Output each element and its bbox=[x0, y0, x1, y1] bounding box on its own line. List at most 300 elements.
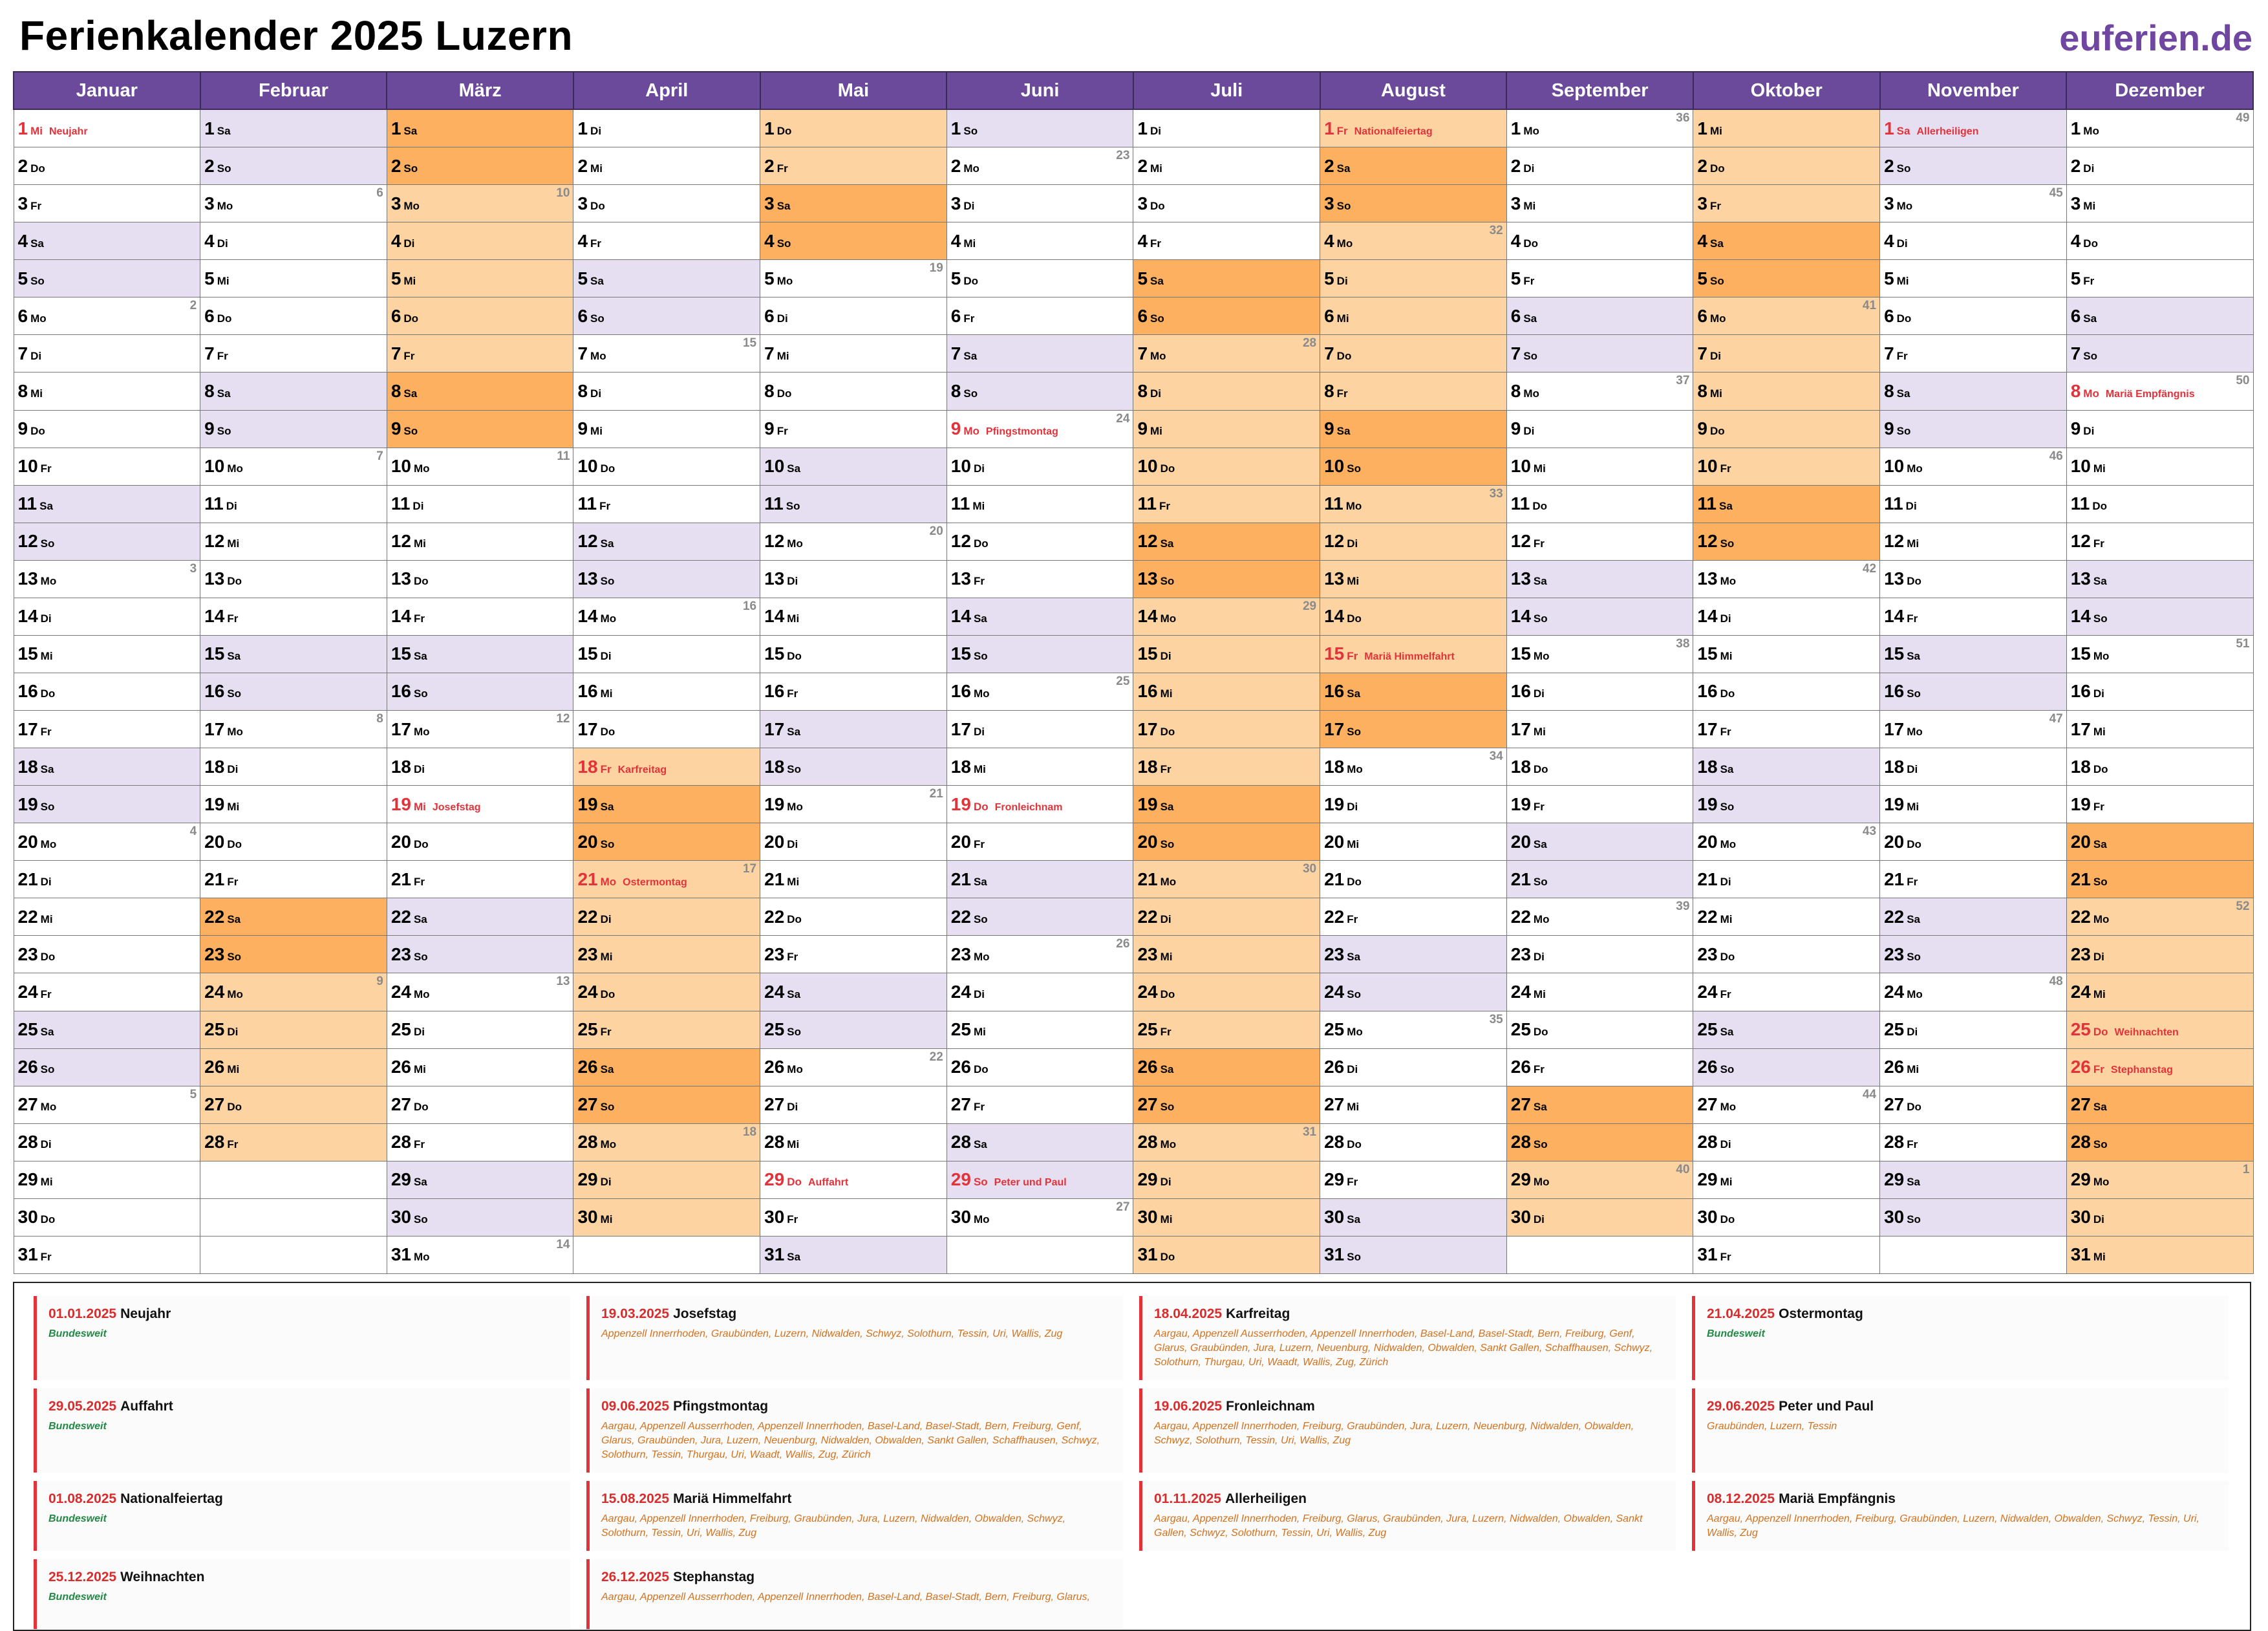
day-number: 21 bbox=[390, 869, 411, 889]
day-number: 22 bbox=[17, 906, 38, 927]
day-cell bbox=[14, 711, 200, 748]
day-cell bbox=[947, 297, 1133, 335]
day-number: 23 bbox=[1510, 944, 1531, 964]
holiday-regions: Bundesweit bbox=[48, 1328, 107, 1339]
day-cell bbox=[1506, 260, 1693, 297]
day-cell bbox=[1506, 898, 1693, 936]
day-number: 23 bbox=[764, 944, 785, 964]
day-cell bbox=[1320, 335, 1507, 373]
day-number: 5 bbox=[1324, 268, 1334, 288]
weekday-label: Mo bbox=[1533, 913, 1550, 925]
weekday-label: Mi bbox=[30, 387, 43, 400]
day-cell bbox=[1133, 786, 1320, 823]
day-row bbox=[14, 1198, 2253, 1236]
day-cell bbox=[1320, 1011, 1507, 1048]
day-number: 1 bbox=[577, 118, 588, 138]
day-number: 19 bbox=[1884, 794, 1905, 814]
day-number: 30 bbox=[390, 1207, 411, 1227]
day-cell bbox=[2066, 1011, 2253, 1048]
day-number: 20 bbox=[17, 831, 38, 852]
weekday-label: So bbox=[1160, 837, 1175, 850]
weekday-label: Sa bbox=[600, 800, 614, 813]
day-cell bbox=[1506, 297, 1693, 335]
weekday-label: Mi bbox=[787, 1138, 800, 1151]
day-number: 14 bbox=[204, 606, 225, 627]
day-cell bbox=[2066, 786, 2253, 823]
day-cell bbox=[200, 373, 387, 410]
day-number: 21 bbox=[1697, 869, 1718, 889]
day-cell bbox=[760, 1198, 947, 1236]
weekday-label: Sa bbox=[600, 537, 614, 550]
day-number: 22 bbox=[950, 906, 971, 927]
weekday-label: Mo bbox=[600, 875, 617, 888]
weekday-label: So bbox=[227, 687, 242, 700]
day-number: 20 bbox=[1137, 831, 1158, 852]
weekday-label: Fr bbox=[600, 1026, 612, 1039]
day-number: 16 bbox=[1137, 681, 1158, 702]
day-number: 17 bbox=[1697, 718, 1718, 739]
day-number: 14 bbox=[950, 606, 971, 627]
day-number: 20 bbox=[1884, 831, 1905, 852]
day-number: 24 bbox=[17, 981, 38, 1002]
weekday-label: Do bbox=[600, 725, 615, 738]
day-cell bbox=[1133, 898, 1320, 936]
day-number: 8 bbox=[577, 380, 588, 401]
day-row bbox=[14, 973, 2253, 1011]
day-number: 8 bbox=[17, 380, 28, 401]
day-cell bbox=[200, 673, 387, 710]
day-cell bbox=[1693, 598, 1880, 635]
weekday-label: Sa bbox=[413, 1176, 427, 1189]
weekday-label: Di bbox=[600, 650, 612, 663]
day-cell bbox=[14, 1086, 200, 1123]
weekday-label: Do bbox=[1709, 425, 1725, 438]
holiday-legend-item bbox=[1139, 1388, 1676, 1473]
weekday-label: Fr bbox=[40, 462, 52, 475]
week-number: 19 bbox=[929, 261, 943, 275]
day-number: 28 bbox=[1697, 1132, 1718, 1152]
day-cell bbox=[387, 109, 573, 147]
weekday-label: Do bbox=[1347, 875, 1362, 888]
day-number: 7 bbox=[17, 343, 28, 363]
day-number: 18 bbox=[577, 756, 598, 777]
day-number: 1 bbox=[1510, 118, 1521, 138]
day-number: 5 bbox=[1510, 268, 1521, 288]
day-number: 26 bbox=[1510, 1057, 1531, 1077]
day-row bbox=[14, 297, 2253, 335]
weekday-label: So bbox=[1533, 1138, 1548, 1151]
brand-logo-text[interactable]: euferien.de bbox=[2059, 17, 2252, 58]
holiday-regions: Aargau, Appenzell Innerrhoden, Freiburg, Graubünden, Jura, Luzern, Nidwalden, Obwalden, Schwyz, Solothurn, Tessin, Uri, Wallis, Zug bbox=[601, 1513, 1066, 1539]
day-number: 12 bbox=[950, 531, 971, 552]
weekday-label: Do bbox=[787, 913, 802, 925]
day-row bbox=[14, 1011, 2253, 1048]
holiday-date: 19.06.2025 bbox=[1154, 1399, 1223, 1414]
day-cell bbox=[1133, 1048, 1320, 1086]
weekday-label: Di bbox=[1720, 612, 1731, 625]
day-cell bbox=[2066, 1086, 2253, 1123]
weekday-label: Mo bbox=[2093, 913, 2110, 925]
day-cell bbox=[1320, 260, 1507, 297]
day-number: 6 bbox=[1137, 305, 1148, 326]
day-number: 27 bbox=[17, 1094, 38, 1115]
weekday-label: Mo bbox=[413, 1251, 430, 1264]
month-header: August bbox=[1320, 72, 1507, 109]
day-number: 27 bbox=[950, 1094, 971, 1115]
weekday-label: So bbox=[1336, 199, 1351, 212]
day-cell bbox=[760, 1123, 947, 1161]
weekday-label: So bbox=[1160, 575, 1175, 588]
holiday-title: Nationalfeiertag bbox=[120, 1491, 223, 1506]
weekday-label: So bbox=[776, 237, 791, 250]
day-number: 6 bbox=[764, 305, 775, 326]
day-number: 31 bbox=[1137, 1244, 1158, 1265]
day-number: 30 bbox=[950, 1207, 971, 1227]
holiday-regions: Bundesweit bbox=[48, 1592, 107, 1603]
day-cell bbox=[760, 861, 947, 898]
week-number: 25 bbox=[1116, 674, 1130, 688]
day-cell bbox=[2066, 410, 2253, 448]
day-cell bbox=[760, 748, 947, 786]
weekday-label: Sa bbox=[600, 1063, 614, 1076]
day-cell bbox=[1320, 598, 1507, 635]
weekday-label: Do bbox=[1347, 1138, 1362, 1151]
day-number: 11 bbox=[204, 493, 224, 514]
holiday-date: 29.06.2025 bbox=[1707, 1399, 1775, 1414]
weekday-label: Mi bbox=[973, 762, 986, 775]
day-cell bbox=[573, 147, 760, 185]
weekday-label: Di bbox=[30, 349, 42, 362]
day-number: 8 bbox=[1697, 380, 1707, 401]
day-cell bbox=[200, 1048, 387, 1086]
day-cell bbox=[1133, 1161, 1320, 1198]
weekday-label: Mo bbox=[1160, 875, 1177, 888]
day-number: 28 bbox=[2070, 1132, 2091, 1152]
day-cell bbox=[1693, 898, 1880, 936]
day-number: 3 bbox=[1137, 193, 1148, 213]
day-number: 26 bbox=[1884, 1057, 1905, 1077]
month-header: Februar bbox=[200, 72, 387, 109]
day-number: 11 bbox=[577, 493, 597, 514]
day-cell bbox=[573, 973, 760, 1011]
week-number: 4 bbox=[189, 825, 197, 839]
weekday-label: Sa bbox=[227, 913, 241, 925]
day-number: 22 bbox=[1697, 906, 1718, 927]
day-number: 6 bbox=[2070, 305, 2081, 326]
day-cell bbox=[14, 222, 200, 260]
day-number: 19 bbox=[1510, 794, 1531, 814]
empty-cell bbox=[200, 1161, 387, 1198]
day-cell bbox=[1320, 936, 1507, 973]
day-cell bbox=[14, 823, 200, 861]
day-number: 21 bbox=[1137, 869, 1158, 889]
day-cell bbox=[1320, 861, 1507, 898]
day-cell bbox=[760, 185, 947, 222]
weekday-label: So bbox=[1347, 1251, 1361, 1264]
day-number: 12 bbox=[577, 531, 598, 552]
day-number: 6 bbox=[950, 305, 961, 326]
day-cell bbox=[200, 335, 387, 373]
weekday-label: Di bbox=[413, 762, 425, 775]
day-number: 10 bbox=[1697, 456, 1718, 477]
weekday-label: Sa bbox=[1347, 950, 1361, 963]
day-number: 25 bbox=[1324, 1019, 1345, 1040]
weekday-label: Do bbox=[1160, 988, 1175, 1000]
day-cell bbox=[1880, 485, 2067, 523]
day-cell bbox=[200, 410, 387, 448]
day-number: 21 bbox=[204, 869, 225, 889]
day-cell bbox=[1506, 748, 1693, 786]
day-cell bbox=[1133, 222, 1320, 260]
day-cell bbox=[1693, 786, 1880, 823]
day-cell bbox=[1693, 823, 1880, 861]
weekday-label: Fr bbox=[227, 1138, 239, 1151]
weekday-label: Do bbox=[1160, 1251, 1175, 1264]
weekday-label: Mo bbox=[600, 1138, 617, 1151]
day-number: 16 bbox=[1510, 681, 1531, 702]
day-row bbox=[14, 1161, 2253, 1198]
day-number: 27 bbox=[2070, 1094, 2091, 1115]
day-number: 11 bbox=[1510, 493, 1530, 514]
weekday-label: Mi bbox=[227, 537, 240, 550]
day-cell bbox=[14, 1048, 200, 1086]
day-cell bbox=[1880, 410, 2067, 448]
day-cell bbox=[1880, 335, 2067, 373]
weekday-label: Mo bbox=[1720, 837, 1737, 850]
weekday-label: Di bbox=[40, 875, 52, 888]
weekday-label: Mo bbox=[413, 988, 430, 1000]
day-number: 7 bbox=[1137, 343, 1148, 363]
holiday-title: Josefstag bbox=[673, 1306, 737, 1321]
weekday-label: Fr bbox=[1720, 725, 1731, 738]
weekday-label: Di bbox=[2093, 950, 2104, 963]
day-cell bbox=[1320, 448, 1507, 485]
weekday-label: Mi bbox=[2093, 462, 2106, 475]
day-cell bbox=[1693, 973, 1880, 1011]
day-number: 7 bbox=[577, 343, 588, 363]
holiday-date: 09.06.2025 bbox=[601, 1399, 670, 1414]
day-number: 4 bbox=[764, 230, 775, 251]
day-cell bbox=[1880, 861, 2067, 898]
weekday-label: Fr bbox=[1347, 1176, 1358, 1189]
holiday-regions: Graubünden, Luzern, Tessin bbox=[1707, 1421, 1837, 1432]
day-cell bbox=[760, 898, 947, 936]
holiday-name: Fronleichnam bbox=[994, 801, 1063, 813]
day-cell bbox=[2066, 297, 2253, 335]
week-number: 5 bbox=[189, 1087, 197, 1101]
weekday-label: So bbox=[40, 1063, 55, 1076]
day-number: 27 bbox=[577, 1094, 598, 1115]
weekday-label: Sa bbox=[787, 725, 801, 738]
weekday-label: Mo bbox=[1347, 762, 1363, 775]
day-cell bbox=[760, 523, 947, 560]
weekday-label: Sa bbox=[1533, 575, 1547, 588]
day-row bbox=[14, 523, 2253, 560]
weekday-label: So bbox=[590, 312, 604, 325]
weekday-label: Mi bbox=[1533, 725, 1546, 738]
day-cell bbox=[1320, 1123, 1507, 1161]
day-number: 31 bbox=[17, 1244, 38, 1265]
day-row bbox=[14, 1236, 2253, 1273]
day-cell bbox=[1880, 523, 2067, 560]
day-cell bbox=[387, 1086, 573, 1123]
day-cell bbox=[947, 523, 1133, 560]
day-number: 21 bbox=[950, 869, 971, 889]
weekday-label: Mi bbox=[2093, 1251, 2106, 1264]
weekday-label: So bbox=[1907, 687, 1921, 700]
day-cell bbox=[947, 109, 1133, 147]
day-number: 15 bbox=[2070, 643, 2091, 664]
weekday-label: Sa bbox=[1896, 387, 1910, 400]
day-number: 30 bbox=[1324, 1207, 1345, 1227]
week-number: 15 bbox=[742, 336, 757, 351]
day-cell bbox=[573, 185, 760, 222]
weekday-label: Mo bbox=[787, 1063, 803, 1076]
day-row bbox=[14, 711, 2253, 748]
weekday-label: Di bbox=[1720, 875, 1731, 888]
day-cell bbox=[760, 1086, 947, 1123]
weekday-label: Sa bbox=[1523, 312, 1537, 325]
weekday-label: So bbox=[1160, 1101, 1175, 1114]
week-number: 40 bbox=[1676, 1162, 1690, 1176]
day-cell bbox=[200, 109, 387, 147]
day-cell bbox=[573, 1198, 760, 1236]
weekday-label: Do bbox=[1709, 162, 1725, 175]
weekday-label: Sa bbox=[1709, 237, 1724, 250]
week-number: 6 bbox=[376, 186, 383, 200]
weekday-label: Mi bbox=[403, 274, 416, 287]
day-cell bbox=[573, 560, 760, 598]
day-number: 19 bbox=[2070, 794, 2091, 814]
day-number: 17 bbox=[950, 718, 971, 739]
calendar-body bbox=[14, 109, 2253, 1274]
day-number: 7 bbox=[1697, 343, 1707, 363]
weekday-label: Sa bbox=[40, 1026, 54, 1039]
weekday-label: Di bbox=[403, 237, 415, 250]
day-number: 25 bbox=[1884, 1019, 1905, 1040]
weekday-label: Sa bbox=[1907, 650, 1921, 663]
day-number: 31 bbox=[1697, 1244, 1718, 1265]
week-number: 46 bbox=[2049, 449, 2063, 463]
month-header: Dezember bbox=[2066, 72, 2253, 109]
day-number: 6 bbox=[1884, 305, 1894, 326]
day-cell bbox=[1506, 1048, 1693, 1086]
day-cell bbox=[1693, 185, 1880, 222]
day-cell bbox=[947, 1161, 1133, 1198]
weekday-label: Mi bbox=[1720, 650, 1733, 663]
day-row bbox=[14, 373, 2253, 410]
weekday-label: So bbox=[787, 1026, 802, 1039]
holiday-date: 01.08.2025 bbox=[48, 1491, 117, 1506]
day-cell bbox=[1693, 1236, 1880, 1273]
day-cell bbox=[1133, 560, 1320, 598]
weekday-label: Mo bbox=[776, 274, 793, 287]
day-number: 27 bbox=[1137, 1094, 1158, 1115]
weekday-label: Fr bbox=[1523, 274, 1535, 287]
month-header-row bbox=[14, 72, 2253, 109]
weekday-label: So bbox=[1896, 425, 1911, 438]
day-cell bbox=[1506, 786, 1693, 823]
weekday-label: Mo bbox=[2083, 124, 2099, 137]
weekday-label: Sa bbox=[2093, 837, 2107, 850]
day-cell bbox=[1506, 560, 1693, 598]
day-cell bbox=[1506, 861, 1693, 898]
weekday-label: Fr bbox=[963, 312, 975, 325]
weekday-label: Fr bbox=[2083, 274, 2095, 287]
weekday-label: Di bbox=[1533, 1213, 1545, 1226]
day-cell bbox=[14, 1123, 200, 1161]
weekday-label: Mo bbox=[1907, 988, 1923, 1000]
weekday-label: So bbox=[217, 162, 231, 175]
day-cell bbox=[947, 410, 1133, 448]
day-number: 17 bbox=[1324, 718, 1345, 739]
day-cell bbox=[1506, 185, 1693, 222]
day-number: 2 bbox=[1137, 155, 1148, 176]
weekday-label: Mi bbox=[413, 537, 426, 550]
weekday-label: Mo bbox=[1336, 237, 1353, 250]
holiday-legend-item bbox=[1139, 1296, 1676, 1380]
weekday-label: Di bbox=[226, 500, 237, 513]
weekday-label: Sa bbox=[2093, 575, 2107, 588]
weekday-label: Mo bbox=[1896, 199, 1913, 212]
weekday-label: So bbox=[786, 500, 800, 513]
day-cell bbox=[947, 260, 1133, 297]
week-number: 24 bbox=[1116, 411, 1130, 426]
weekday-label: Fr bbox=[403, 349, 415, 362]
day-row bbox=[14, 598, 2253, 635]
day-cell bbox=[573, 523, 760, 560]
day-number: 13 bbox=[17, 568, 38, 589]
weekday-label: Sa bbox=[1719, 500, 1733, 513]
weekday-label: Fr bbox=[413, 875, 425, 888]
holiday-legend-item bbox=[34, 1388, 570, 1473]
weekday-label: So bbox=[1720, 537, 1735, 550]
day-cell bbox=[1320, 1198, 1507, 1236]
day-number: 26 bbox=[17, 1057, 38, 1077]
weekday-label: Mi bbox=[972, 500, 985, 513]
weekday-label: Di bbox=[2083, 162, 2095, 175]
day-cell bbox=[2066, 147, 2253, 185]
day-cell bbox=[1133, 373, 1320, 410]
day-number: 22 bbox=[2070, 906, 2091, 927]
day-number: 29 bbox=[1324, 1169, 1345, 1190]
weekday-label: Di bbox=[1150, 387, 1162, 400]
week-number: 29 bbox=[1302, 599, 1317, 613]
day-cell bbox=[947, 673, 1133, 710]
weekday-label: Mi bbox=[1347, 575, 1360, 588]
day-cell bbox=[2066, 560, 2253, 598]
day-cell bbox=[760, 448, 947, 485]
day-cell bbox=[387, 711, 573, 748]
weekday-label: Fr bbox=[227, 875, 239, 888]
day-cell bbox=[1133, 598, 1320, 635]
day-number: 10 bbox=[764, 456, 785, 477]
week-number: 34 bbox=[1489, 750, 1503, 764]
day-number: 4 bbox=[204, 230, 215, 251]
weekday-label: Fr bbox=[1533, 800, 1545, 813]
weekday-label: Di bbox=[1336, 274, 1348, 287]
day-cell bbox=[200, 147, 387, 185]
weekday-label: Mo bbox=[1345, 500, 1362, 513]
week-number: 10 bbox=[556, 186, 570, 200]
day-cell bbox=[1506, 635, 1693, 673]
day-number: 1 bbox=[390, 118, 401, 138]
day-number: 29 bbox=[577, 1169, 598, 1190]
day-number: 6 bbox=[17, 305, 28, 326]
day-cell bbox=[1506, 410, 1693, 448]
holiday-regions: Bundesweit bbox=[48, 1421, 107, 1432]
day-number: 27 bbox=[764, 1094, 785, 1115]
